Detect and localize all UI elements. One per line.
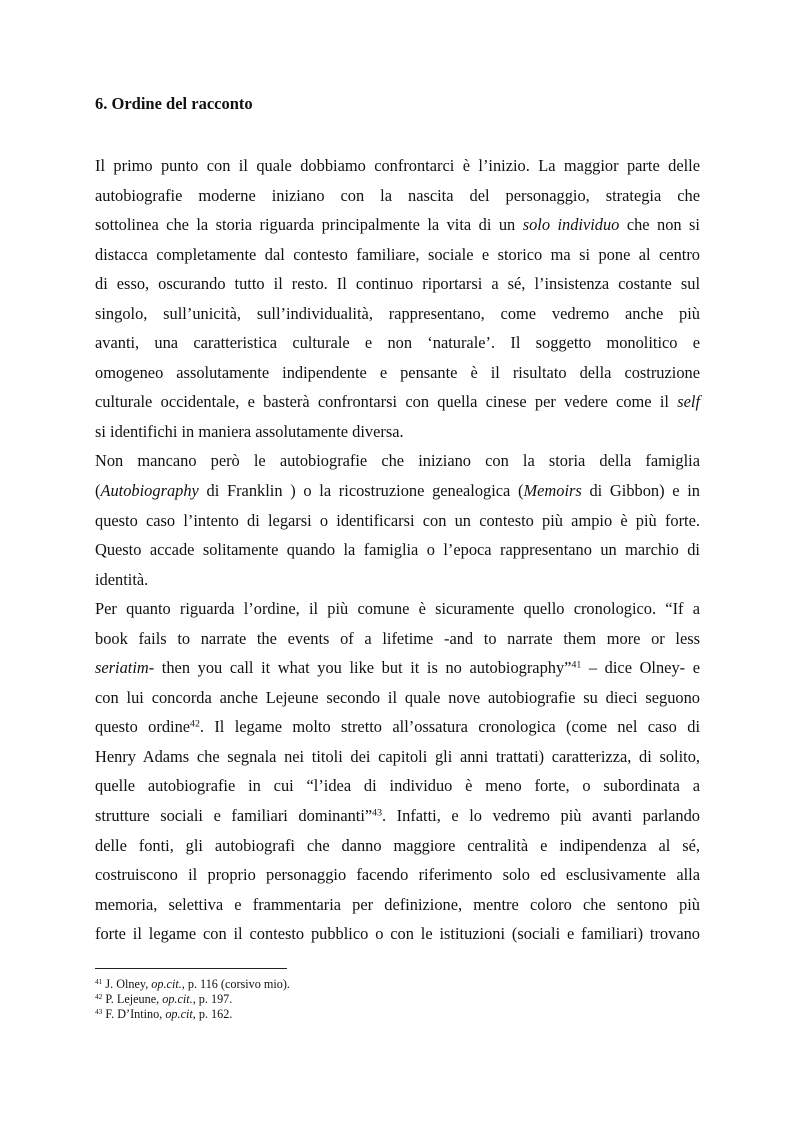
text-line: memoria, selettiva e frammentaria per definizione, mentre coloro che sentono più bbox=[95, 894, 700, 914]
text-line: culturale occidentale, e basterà confrontarsi con quella cinese per vedere come il self bbox=[95, 392, 700, 412]
footnote-ref: 42 bbox=[95, 991, 103, 1001]
footnote-ref: 43 bbox=[95, 1006, 103, 1016]
italic-text: self bbox=[677, 392, 700, 412]
text-line: autobiografie moderne iniziano con la nascita del personaggio, strategia che bbox=[95, 185, 700, 205]
footnote: $^{43}$ F. D’Intino, op.cit, p. 162. bbox=[95, 1006, 233, 1021]
text-line: identità. bbox=[95, 569, 149, 589]
footnote: $^{42}$ P. Lejeune, op.cit., p. 197. bbox=[95, 991, 233, 1006]
text-line: forte il legame con il contesto pubblico o con le istituzioni (sociali e familiari) trovano bbox=[95, 924, 700, 944]
text-line: singolo, sull’unicità, sull’individualità, rappresentano, come vedremo anche più bbox=[95, 303, 700, 323]
text-line: strutture sociali e familiari dominanti”$^{43}$. Infatti, e lo vedremo più avanti parlando bbox=[95, 806, 700, 826]
body-text bbox=[95, 151, 700, 949]
text-line: questo caso l’intento di legarsi o identificarsi con un contesto più ampio è più forte. bbox=[95, 510, 700, 530]
text-line: Il primo punto con il quale dobbiamo confrontarci è l’inizio. La maggior parte delle bbox=[95, 156, 700, 175]
text-line: quelle autobiografie in cui “l’idea di individuo è meno forte, o subordinata a bbox=[95, 776, 700, 796]
text-line: avanti, una caratteristica culturale e non ‘naturale’. Il soggetto monolitico e bbox=[95, 333, 700, 353]
text-line: Non mancano però le autobiografie che iniziano con la storia della famiglia bbox=[95, 451, 700, 471]
text-line: omogeneo assolutamente indipendente e pensante è il risultato della costruzione bbox=[95, 362, 700, 382]
text-line: costruiscono il proprio personaggio facendo riferimento solo ed esclusivamente alla bbox=[95, 865, 700, 885]
italic-text: Memoirs bbox=[523, 481, 582, 501]
italic-text: solo individuo bbox=[522, 215, 620, 235]
text-line: Per quanto riguarda l’ordine, il più comune è sicuramente quello cronologico. “If a bbox=[95, 599, 700, 619]
text-line: (Autobiography di Franklin ) o la ricostruzione genealogica (Memoirs di Gibbon) e in bbox=[95, 481, 700, 501]
text-line: Questo accade solitamente quando la famiglia o l’epoca rappresentano un marchio di bbox=[95, 540, 700, 560]
text-line: book fails to narrate the events of a lifetime -and to narrate them more or less bbox=[95, 628, 700, 648]
italic-text: seriatim bbox=[95, 658, 149, 678]
footnote: $^{41}$ J. Olney, op.cit., p. 116 (corsivo mio). bbox=[95, 976, 290, 991]
text-line: di esso, oscurando tutto il resto. Il continuo riportarsi a sé, l’insistenza costante sul bbox=[95, 274, 700, 294]
text-line: questo ordine$^{42}$. Il legame molto stretto all’ossatura cronologica (come nel caso di bbox=[95, 717, 700, 737]
text-line: delle fonti, gli autobiografi che danno maggiore centralità e indipendenza al sé, bbox=[95, 835, 700, 855]
text-line: si identifichi in maniera assolutamente diversa. bbox=[95, 421, 404, 441]
footnote-ref: 41 bbox=[571, 659, 582, 671]
italic-text: op.cit., bbox=[151, 977, 185, 991]
text-line: seriatim- then you call it what you like but it is no autobiography”$^{41}$ – dice Olney- e bbox=[95, 658, 700, 678]
footnote-separator bbox=[95, 968, 287, 969]
footnote-ref: 43 bbox=[372, 807, 382, 819]
text-line: distacca completamente dal contesto familiare, sociale e storico ma si pone al centro bbox=[95, 244, 700, 264]
footnote-ref: 42 bbox=[190, 718, 200, 730]
italic-text: op.cit. bbox=[162, 992, 193, 1006]
italic-text: Autobiography bbox=[100, 481, 199, 501]
text-line: Henry Adams che segnala nei titoli dei capitoli gli anni trattati) caratterizza, di solito, bbox=[95, 746, 700, 766]
text-line: sottolinea che la storia riguarda principalmente la vita di un solo individuo che non si bbox=[95, 215, 700, 235]
section-title: 6. Ordine del racconto bbox=[95, 94, 253, 113]
italic-text: op.cit bbox=[165, 1007, 193, 1021]
footnote-ref: 41 bbox=[95, 976, 103, 986]
text-line: con lui concorda anche Lejeune secondo il quale nove autobiografie su dieci seguono bbox=[95, 687, 700, 707]
footnotes bbox=[95, 977, 700, 1022]
